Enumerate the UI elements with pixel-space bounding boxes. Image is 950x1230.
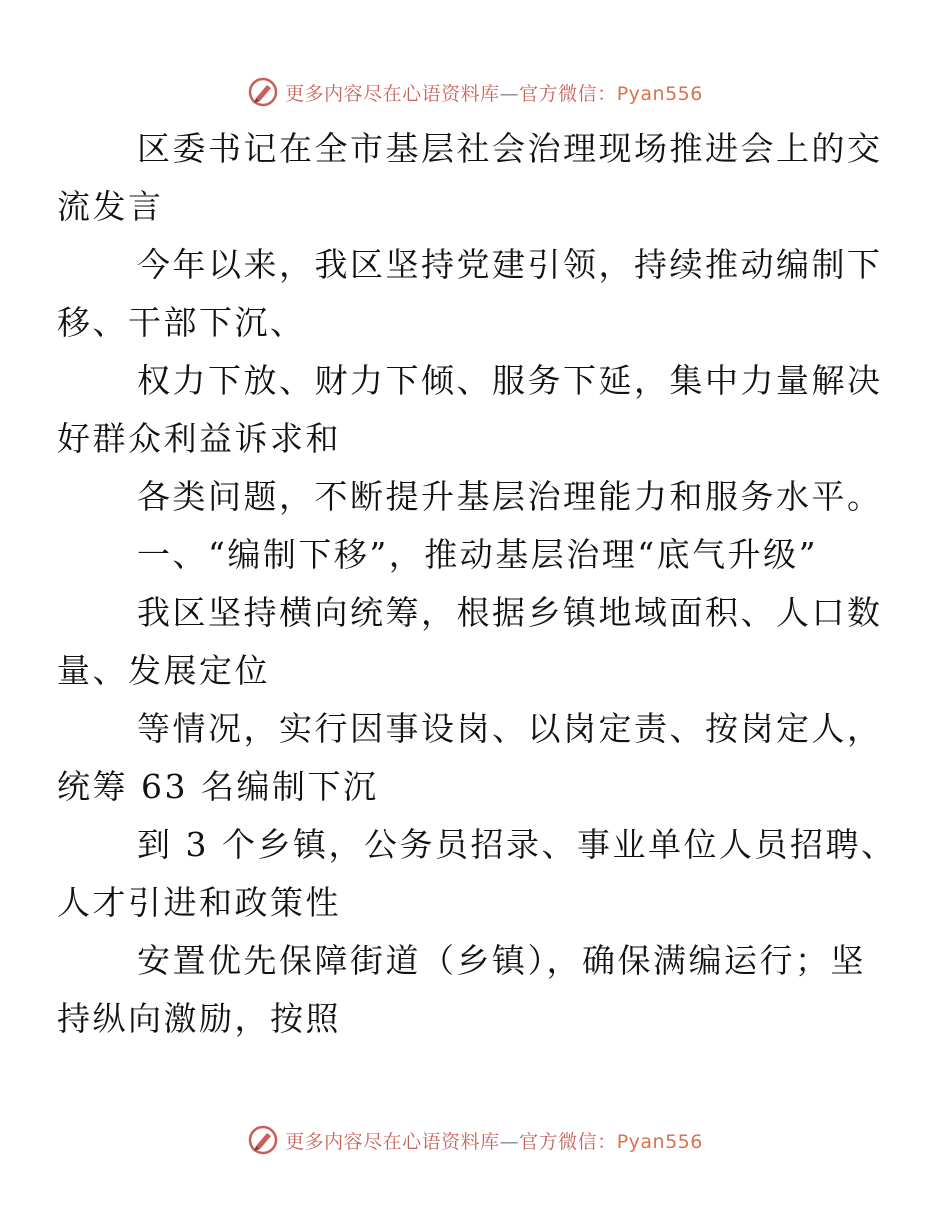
watermark-text: 更多内容尽在心语资料库—官方微信：Pyan556 bbox=[285, 82, 703, 105]
body-paragraph: 我区坚持横向统筹，根据乡镇地域面积、人口数 量、发展定位 bbox=[57, 593, 883, 690]
pen-logo-icon bbox=[247, 1124, 279, 1156]
footer-watermark bbox=[0, 1120, 950, 1160]
pen-logo-icon bbox=[247, 76, 279, 108]
body-paragraph: 权力下放、财力下倾、服务下延，集中力量解决 好群众利益诉求和 bbox=[57, 361, 883, 458]
header-watermark bbox=[0, 72, 950, 112]
body-paragraph: 今年以来，我区坚持党建引领，持续推动编制下 移、干部下沉、 bbox=[57, 245, 883, 342]
section-heading: 一、“编制下移”，推动基层治理“底气升级” bbox=[137, 535, 818, 574]
title-paragraph: 区委书记在全市基层社会治理现场推进会上的交 流发言 bbox=[57, 129, 883, 226]
body-paragraph: 安置优先保障街道（乡镇），确保满编运行；坚 持纵向激励，按照 bbox=[57, 941, 866, 1038]
body-paragraph: 到 3 个乡镇，公务员招录、事业单位人员招聘、 人才引进和政策性 bbox=[57, 825, 897, 922]
body-paragraph: 等情况，实行因事设岗、以岗定责、按岗定人， 统筹 63 名编制下沉 bbox=[57, 709, 883, 806]
watermark-text: 更多内容尽在心语资料库—官方微信：Pyan556 bbox=[285, 1130, 703, 1153]
body-paragraph: 各类问题，不断提升基层治理能力和服务水平。 bbox=[137, 477, 883, 516]
document-body bbox=[57, 120, 897, 1048]
